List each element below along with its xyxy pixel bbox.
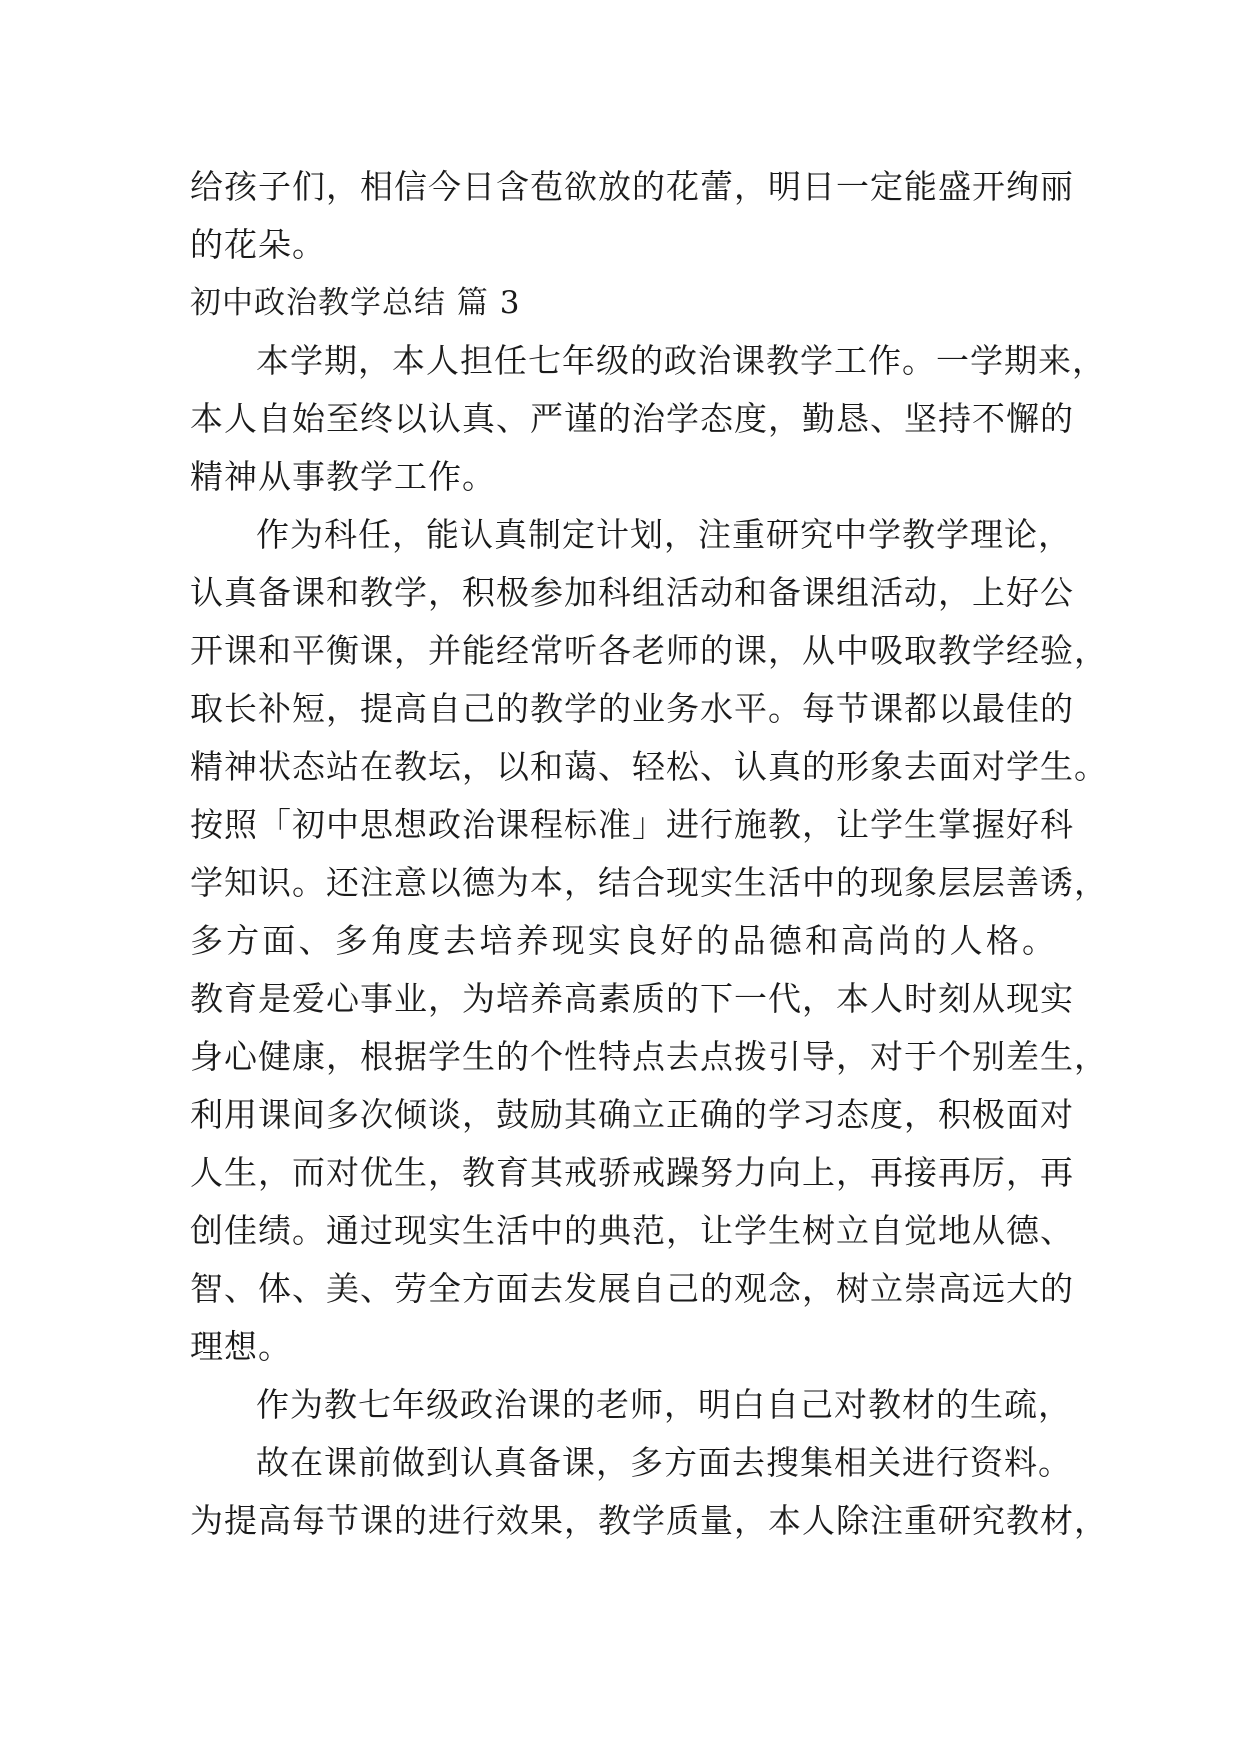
text-line: 作为科任，能认真制定计划，注重研究中学教学理论， [256,515,1072,554]
text-line: 多方面、多角度去培养现实良好的品德和高尚的人格。 [190,921,1056,960]
text-line: 为提高每节课的进行效果，教学质量，本人除注重研究教材， [190,1501,1108,1540]
text-line: 本学期，本人担任七年级的政治课教学工作。一学期来， [256,341,1106,380]
section-heading: 初中政治教学总结 篇 3 [190,285,521,321]
text-line: 给孩子们，相信今日含苞欲放的花蕾，明日一定能盛开绚丽 [190,167,1074,206]
text-line: 故在课前做到认真备课，多方面去搜集相关进行资料。 [256,1443,1072,1482]
text-line: 按照「初中思想政治课程标准」进行施教，让学生掌握好科 [190,805,1074,844]
document-body [190,158,1108,1550]
text-line: 精神状态站在教坛，以和蔼、轻松、认真的形象去面对学生。 [190,747,1108,786]
text-line: 取长补短，提高自己的教学的业务水平。每节课都以最佳的 [190,689,1074,728]
text-line: 教育是爱心事业，为培养高素质的下一代，本人时刻从现实 [190,979,1074,1018]
text-line: 本人自始至终以认真、严谨的治学态度，勤恳、坚持不懈的 [190,399,1074,438]
text-line: 智、体、美、劳全方面去发展自己的观念，树立崇高远大的 [190,1269,1074,1308]
text-line: 理想。 [190,1327,292,1366]
text-line: 作为教七年级政治课的老师，明白自己对教材的生疏， [256,1385,1072,1424]
text-line: 利用课间多次倾谈，鼓励其确立正确的学习态度，积极面对 [190,1095,1074,1134]
text-line: 认真备课和教学，积极参加科组活动和备课组活动，上好公 [190,573,1074,612]
text-line: 开课和平衡课，并能经常听各老师的课，从中吸取教学经验， [190,631,1108,670]
text-line: 身心健康，根据学生的个性特点去点拨引导，对于个别差生， [190,1037,1108,1076]
text-line: 学知识。还注意以德为本，结合现实生活中的现象层层善诱， [190,863,1108,902]
text-line: 创佳绩。通过现实生活中的典范，让学生树立自觉地从德、 [190,1211,1074,1250]
text-line: 的花朵。 [190,225,326,264]
text-line: 精神从事教学工作。 [190,457,496,496]
text-line: 人生，而对优生，教育其戒骄戒躁努力向上，再接再厉，再 [190,1153,1074,1192]
